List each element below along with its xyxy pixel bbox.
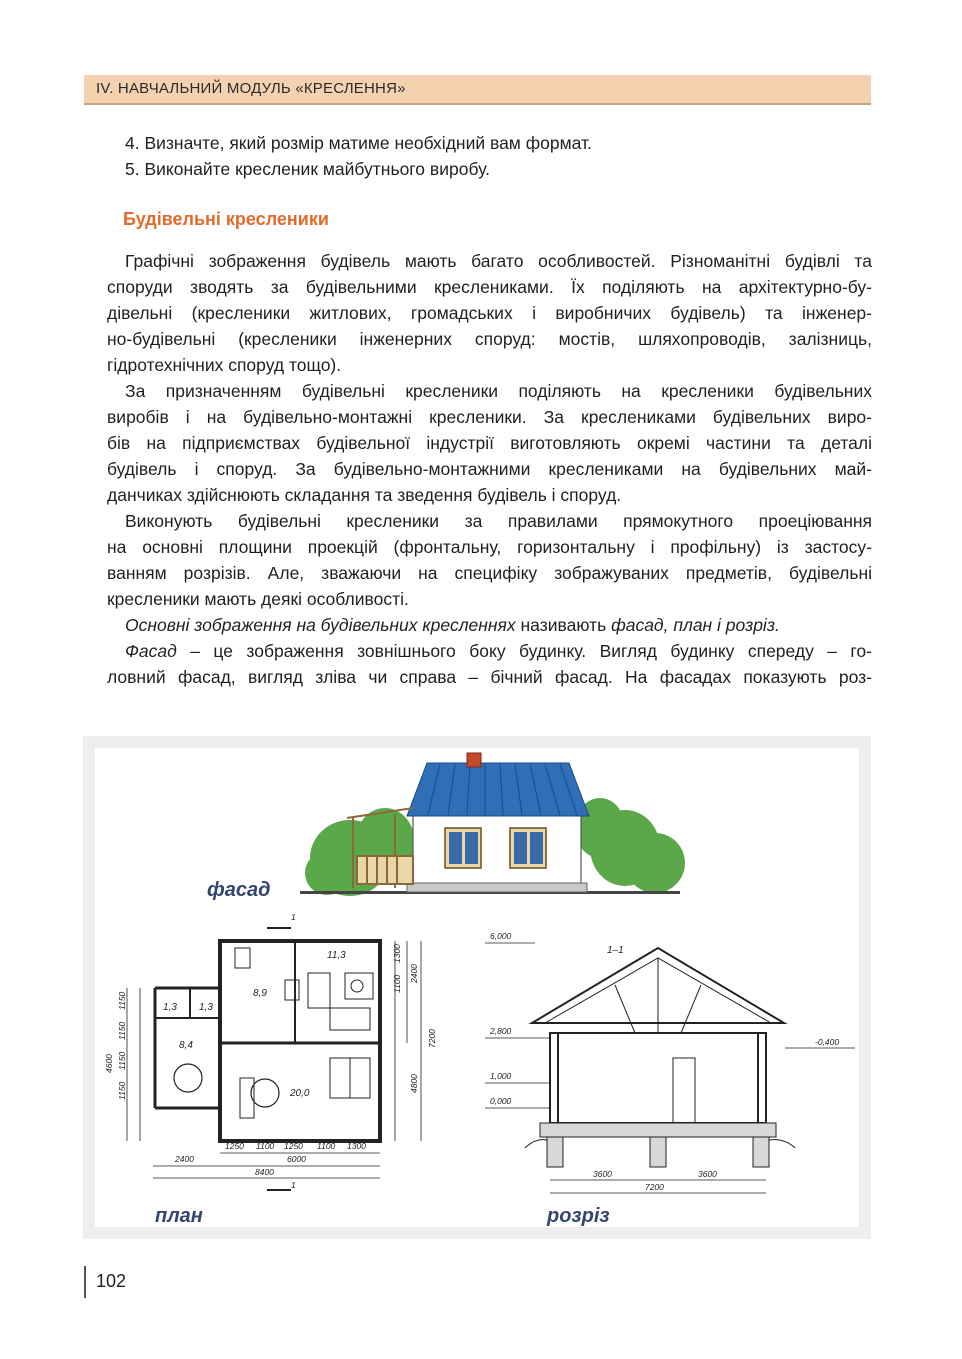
list-item: 4. Визначте, який розмір матиме необхідний вам формат. [125,133,592,153]
window [510,828,546,868]
house-foundation [407,883,587,892]
dimension-label: 6000 [287,1154,306,1164]
paragraph-line: будівель і споруд. За будівельно-монтажними креслениками на будівельних май- [107,459,872,479]
paragraph-line: ванням розрізів. Але, зважаючи на специфіку зображуваних предметів, будівельні [107,563,872,583]
paragraph-line: бів на підприємствах будівельної індустрії виготовляють окремі частини та деталі [107,433,872,453]
room-area: 11,3 [327,950,346,961]
section-mark: 1–1 [607,945,624,956]
dimension-label: 1150 [117,1021,127,1040]
dimension-label: 1100 [392,974,402,993]
figure-canvas [95,748,859,1227]
page-number-bar [84,1266,86,1298]
facade-label: фасад [207,879,271,901]
paragraph-line: Виконують будівельні кресленики за правилами прямокутного проеціювання [125,511,872,531]
chimney [467,753,481,767]
section-heading: Будівельні кресленики [123,209,329,229]
dimension-label: 1250 [225,1141,244,1151]
paragraph-line: споруди зводять за будівельними креслениками. Їх поділяють на архітектурно-бу- [107,277,872,297]
plain-text: називають [515,615,612,635]
level-mark: 0,000 [490,1096,512,1106]
dimension-label: 3600 [698,1169,717,1179]
paragraph-line: на основні площини проекцій (фронтальну, горизонтальну і профільну) із застосу- [107,537,872,557]
dimension-label: 2400 [175,1154,194,1164]
dimension-label: 4800 [409,1074,419,1093]
section-drawing [485,931,855,1227]
room-area: 1,3 [163,1002,177,1013]
paragraph-line [107,612,872,638]
level-mark: -0,400 [815,1037,840,1047]
dimension-label: 1150 [117,991,127,1010]
paragraph-line: но-будівельні (кресленики інженерних споруд: мостів, шляхопроводів, залізниць, [107,329,872,349]
dimension-label: 3600 [593,1169,612,1179]
module-header-title: IV. НАВЧАЛЬНИЙ МОДУЛЬ «КРЕСЛЕННЯ» [96,80,406,97]
room-area: 20,0 [290,1088,310,1099]
paragraph-line: кресленики мають деякі особливості. [107,589,409,609]
dimension-label: 1150 [117,1081,127,1100]
room-area: 8,4 [179,1040,193,1051]
dimension-label: 7200 [645,1182,664,1192]
list-item: 5. Виконайте кресленик майбутнього виробу. [125,159,490,179]
level-mark: 2,800 [490,1026,512,1036]
cut-mark: 1 [291,1180,296,1190]
paragraph-line: гідротехнічних споруд тощо). [107,355,342,375]
dimension-label: 1100 [317,1141,336,1151]
room-area: 1,3 [199,1002,213,1013]
dimension-label: 1300 [392,944,402,963]
paragraph-line: виробів і на будівельно-монтажні кресленики. За креслениками будівельних виро- [107,407,872,427]
italic-text: Фасад [125,641,177,661]
body-text [107,248,872,690]
outer-wall [220,941,380,1141]
page-number: 102 [96,1271,127,1291]
paragraph-line: дівельні (кресленики житлових, громадських і виробничих будівель) та інженер- [107,303,872,323]
plain-text: – це зображення зовнішнього боку будинку. Вигляд будинку спереду – го- [176,641,872,661]
cut-mark: 1 [291,912,296,922]
module-header-bar [84,75,871,105]
italic-text: фасад, план і розріз. [611,615,780,635]
dimension-label: 1250 [284,1141,303,1151]
paragraph-line: За призначенням будівельні кресленики поділяють на кресленики будівельних [125,381,872,401]
dimension-label: 1150 [117,1051,127,1070]
paragraph-line: ловний фасад, вигляд зліва чи справа – бічний фасад. На фасадах показують роз- [107,667,872,687]
drawings-svg [95,748,859,1227]
window [445,828,481,868]
dimension-label: 4600 [104,1054,114,1073]
paragraph-line [107,638,872,664]
plan-drawing [104,912,437,1227]
level-mark: 1,000 [490,1071,512,1081]
room-area: 8,9 [253,988,267,999]
section-label: розріз [547,1205,610,1227]
task-list [107,130,872,182]
paragraph-line: Графічні зображення будівель мають багато особливостей. Різноманітні будівлі та [125,251,872,271]
house-wall [413,813,581,885]
dimension-label: 2400 [409,964,419,983]
building-drawings-figure [83,736,871,1239]
paragraph-line: данчиках здійснюють складання та зведення будівель і споруд. [107,485,622,505]
level-mark: 6,000 [490,931,512,941]
dimension-label: 8400 [255,1167,274,1177]
italic-text: Основні зображення на будівельних кресленнях [125,615,516,635]
dimension-label: 1100 [256,1141,275,1151]
dimension-label: 1300 [347,1141,366,1151]
plan-label: план [155,1205,203,1227]
facade-drawing [207,753,685,901]
dimension-label: 7200 [427,1029,437,1048]
